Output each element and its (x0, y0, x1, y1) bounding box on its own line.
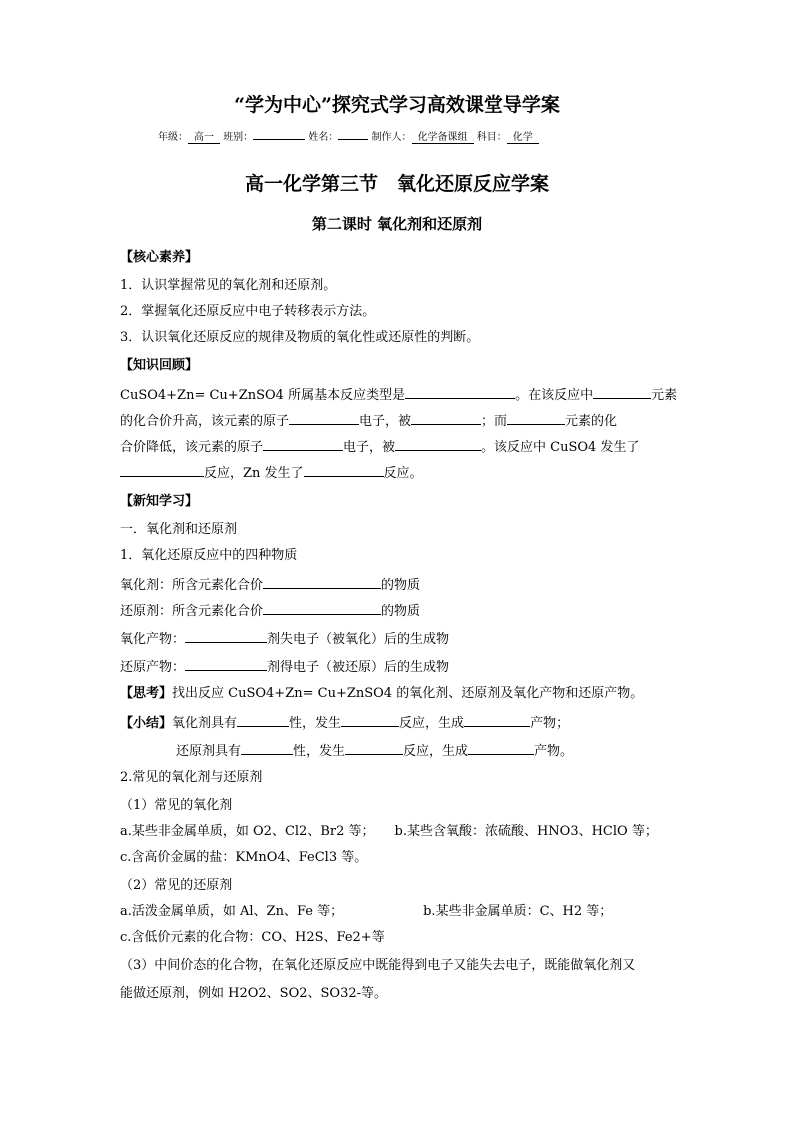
blank-zn-reaction[interactable] (304, 462, 384, 477)
document-subtitle: 第二课时 氧化剂和还原剂 (311, 215, 483, 233)
blank-oxidant-product[interactable] (464, 712, 530, 727)
intermediate-valence-line-2: 能做还原剂，例如 H2O2、SO2、SO32-等。 (120, 986, 388, 1001)
oxidant-definition: 氧化剂：所含元素化合价 的物质 (120, 574, 680, 596)
think-question: 【思考】找出反应 CuSO4+Zn= Cu+ZnSO4 的氧化剂、还原剂及氧化产物和还原产物。 (120, 686, 644, 701)
name-label: 姓名： (308, 132, 339, 143)
header-meta (158, 125, 678, 148)
blank-oxidant-valence[interactable] (263, 574, 381, 589)
subject-label: 科目： (476, 132, 507, 143)
class-blank[interactable] (253, 125, 305, 140)
subject-value: 化学 (507, 132, 539, 144)
oxidants-row-1 (120, 822, 680, 842)
reductant-definition: 还原剂：所含元素化合价 的物质 (120, 600, 680, 622)
blank-reduction-product[interactable] (185, 656, 267, 671)
core-heading: 【核心素养】 (120, 250, 199, 265)
reaction-equation: CuSO4+Zn= Cu+ZnSO4 (120, 388, 284, 403)
oxidant-example-b: b.某些含氧酸：浓硫酸、HNO3、HClO 等； (394, 824, 658, 839)
reduction-product-definition: 还原产物： 剂得电子（被还原）后的生成物 (120, 656, 680, 678)
document-title: 高一化学第三节 氧化还原反应学案 (244, 173, 549, 195)
blank-reaction-type[interactable] (405, 384, 515, 399)
grade-label: 年级： (158, 132, 188, 143)
blank-cuso4-reaction[interactable] (120, 462, 204, 477)
core-item-3: 3．认识氧化还原反应的规律及物质的氧化性或还原性的判断。 (120, 330, 480, 345)
intermediate-valence-line-1: （3）中间价态的化合物，在氧化还原反应中既能得到电子又能失去电子，既能做氧化剂又 (120, 958, 636, 973)
blank-reductant-reaction[interactable] (345, 740, 403, 755)
grade-value: 高一 (188, 132, 220, 144)
blank-element-2[interactable] (507, 410, 565, 425)
review-line-3: 合价降低，该元素的原子 电子，被 。该反应中 CuSO4 发生了 (120, 436, 680, 458)
oxidant-example-a: a.某些非金属单质，如 O2、Cl2、Br2 等； (120, 824, 375, 839)
review-line-2: 的化合价升高，该元素的原子 电子，被 ；而 元素的化 (120, 410, 680, 432)
class-label: 班别： (223, 132, 254, 143)
blank-process-1[interactable] (411, 410, 481, 425)
newlearn-heading: 【新知学习】 (120, 494, 199, 509)
author-value: 化学备课组 (412, 132, 474, 144)
section-1-title: 一．氧化剂和还原剂 (120, 522, 238, 537)
blank-element-1[interactable] (593, 384, 651, 399)
blank-reductant-property[interactable] (241, 740, 293, 755)
oxidant-example-c: c.含高价金属的盐：KMnO4、FeCl3 等。 (120, 850, 368, 865)
subsection-2-title: 2.常见的氧化剂与还原剂 (120, 770, 263, 785)
subsection-1-title: 1．氧化还原反应中的四种物质 (120, 548, 298, 563)
blank-oxidant-property[interactable] (237, 712, 289, 727)
blank-electron-2[interactable] (263, 436, 343, 451)
name-blank[interactable] (338, 125, 368, 140)
author-label: 制作人： (371, 132, 412, 143)
review-heading: 【知识回顾】 (120, 358, 199, 373)
blank-oxidant-reaction[interactable] (341, 712, 399, 727)
blank-electron-1[interactable] (289, 410, 359, 425)
core-item-1: 1．认识掌握常见的氧化剂和还原剂。 (120, 278, 337, 293)
blank-oxidation-product[interactable] (185, 628, 267, 643)
blank-reductant-product[interactable] (468, 740, 534, 755)
page-header-title: “学为中心”探究式学习高效课堂导学案 (234, 94, 560, 116)
reductant-example-c: c.含低价元素的化合物：CO、H2S、Fe2+等 (120, 930, 385, 945)
review-line-4: 反应，Zn 发生了 反应。 (120, 462, 680, 484)
blank-process-2[interactable] (395, 436, 481, 451)
common-reductants-title: （2）常见的还原剂 (120, 878, 233, 893)
oxidation-product-definition: 氧化产物： 剂失电子（被氧化）后的生成物 (120, 628, 680, 650)
common-oxidants-title: （1）常见的氧化剂 (120, 798, 233, 813)
reductant-example-b: b.某些非金属单质：C、H2 等； (423, 904, 613, 919)
summary-line-1: 【小结】氧化剂具有 性，发生 反应，生成 产物； (120, 712, 680, 734)
review-line-1: CuSO4+Zn= Cu+ZnSO4 所属基本反应类型是 。在该反应中 元素 (120, 384, 680, 406)
reductants-row-1 (120, 902, 680, 922)
blank-reductant-valence[interactable] (263, 600, 381, 615)
reductant-example-a: a.活泼金属单质，如 Al、Zn、Fe 等； (120, 904, 344, 919)
summary-line-2: 还原剂具有 性，发生 反应，生成 产物。 (176, 740, 736, 762)
core-item-2: 2．掌握氧化还原反应中电子转移表示方法。 (120, 304, 376, 319)
